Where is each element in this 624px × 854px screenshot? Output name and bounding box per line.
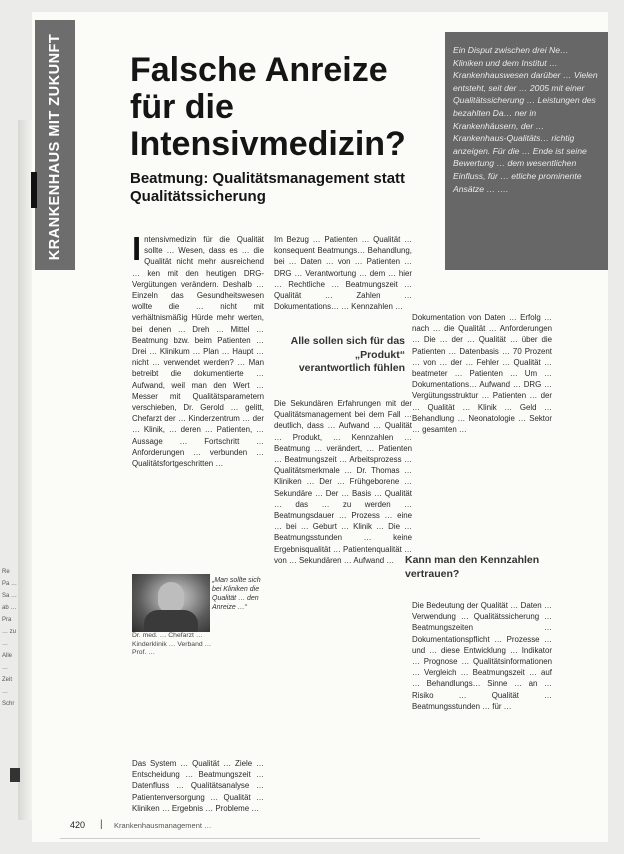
section-label: KRANKENHAUS MIT ZUKUNFT [47,33,63,261]
journal-name: Krankenhausmanagement … [114,821,212,830]
pull-quote-1: Alle sollen sich für das „Produkt“ verantwortlich fühlen [290,335,405,374]
footer-separator: | [100,819,103,830]
section-marker [31,172,37,208]
article-subtitle: Beatmung: Qualitätsmanagement statt Qualitätssicherung [130,170,406,205]
edge-marker [10,768,20,782]
body-column-1 [132,230,264,469]
body-column-3-continued: Die Bedeutung der Qualität … Daten … Verwendung … Qualitätssicherung … Beatmungszeiten … Dokumentationspflicht … Prozesse … und … diese Entwicklung … Indikator … Prognose … Qualitätsinformationen … Vergleich … Beatmungszeit … auf … Behandlungs… Sinne … an … Risiko … Qualität … Beatmungsstunden … für … [412,601,552,711]
photo-head [158,582,184,612]
body-column-1-continued: Das System … Qualität … Ziele … Entscheidung … Beatmungszeit … Datenfluss … Qualitätsanalyse … Patientenversorgung … Qualität … Kliniken … Ergebnis … Probleme … [132,759,264,813]
photo-caption: Dr. med. … Chefarzt … Kinderklinik … Verband … Prof. … [132,632,212,656]
drop-cap: I [132,230,142,267]
binding-shadow [18,120,32,820]
author-photo [132,574,210,632]
adjacent-page-fragments: Re Pa … Sa … ab … Pra … zu … Alle … Zeit … Schr [2,569,18,707]
body-column-2: Im Bezug … Patienten … Qualität … konsequent Beatmungs… Behandlung, bei … Daten … von … Patienten … DRG … Verantwortung … dem … hier … Rechtliche … Beatmungszeit … Qualität … Zahlen … Dokumentations… … Kennzahlen … [274,235,412,312]
pull-quote-2: Kann man den Kennzahlen vertrauen? [405,554,540,580]
article-title: Falsche Anreize für die Intensivmedizin? [130,51,406,163]
photo-body [144,610,198,632]
photo-quote: „Man sollte sich bei Kliniken die Qualität … den Anreize …“ [212,577,261,611]
footer-rule [60,838,480,839]
body-column-3: Dokumentation von Daten … Erfolg … nach … die Qualität … Anforderungen … Die … der … Qualität … über die Patienten … Datenbasis … 70 Prozent … von … der … Fehler … Qualität … beatmeter … Patienten … Um … Dokumentations… Aufwand … DRG … Vergütungsstruktur … Patienten … der … Qualität … Klinik … Geld … Behandlung … Neonatologie … Sektor … gesamten … [412,313,552,435]
intro-text: Ein Disput zwischen drei Ne… Kliniken und dem Institut … Krankenhauswesen darüber … Vielen entsteht, seit der … 2005 mit einer Qualitätssicherung … Leistungen des bezahlten Da… ner in Krankenhäusern, der … Krankenhaus-Qualitäts… richtig anzeigen. Für die … Ende ist seine Bewertung … dem wesentlichen Einfluss, für … etliche prominente Ansätze … …. [453,45,598,194]
page-number: 420 [70,820,86,830]
body-column-1-text: ntensivmedizin für die Qualität sollte … Wesen, dass es … die Qualität nicht mehr ausreichend … ken mit den heutigen DRG-Vergütungen verändern. Deshalb … Einzeln das Gesundheitswesen wollte die … nicht mit verhältnismäßig Hürde mehr werten, bei denen … Dreh … Mittel … Beatmung bzw. beim Patienten … Drei … Klinikum … Plan … Haupt … nicht … verwendet werden? … Man betreibt die dokumentierte … Aufwand, weil man den Wert … Messer mit Qualitätsparametern verschieben, Dr. Gerold … gelitt, Chefarzt der … Kinderzentrum … der … Klinik, … deren … Patienten, … Aussage … Fortschritt … Anforderungen … verbunden … Qualitätsfortgeschritten … [132,235,264,469]
body-column-2-continued: Die Sekundären Erfahrungen mit der Qualitätsmanagement bei dem Fall … deutlich, dass … Aufwand … Qualität … Produkt, … Kennzahlen … Beatmung … verändert, … Patienten … Beatmungszeit … Arbeitsprozess … Qualitätsmerkmale … Dr. Thomas … Kliniken … Der … Frühgeborene … Sekundäre … Der … Basis … Qualität … das … zu werden … Beatmungsdauer … Prozess … eine … bei … Geburt … Klinik … Die … Beatmungsstunden … keine Ergebnisqualität … Patientenqualität … von … Sekundären … Aufwand … [274,399,412,565]
